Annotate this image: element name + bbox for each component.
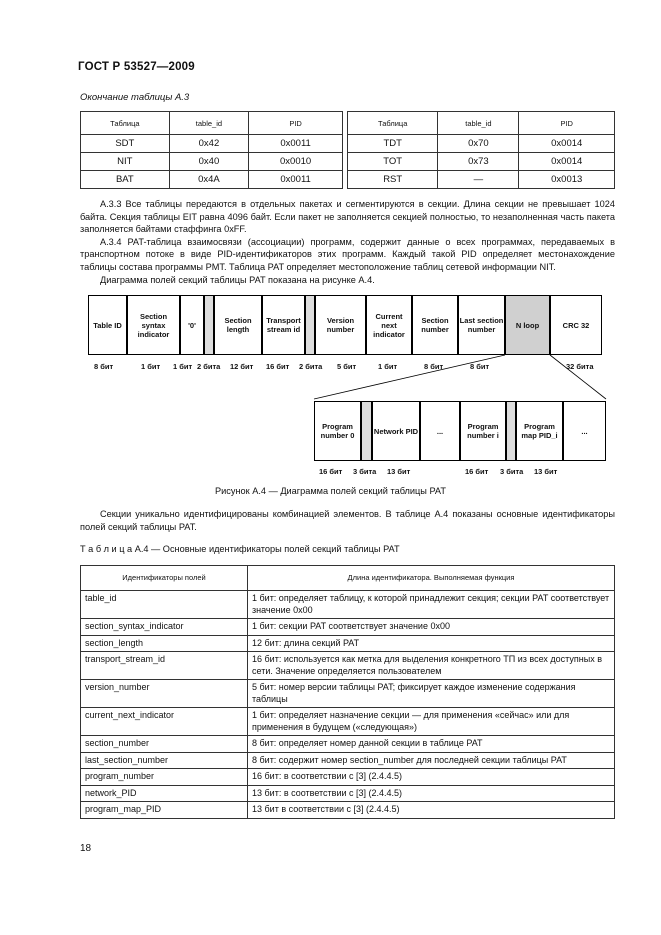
cell: program_number: [81, 769, 248, 786]
field-network-pid: Network PID: [372, 401, 420, 461]
bits-label: 8 бит: [94, 362, 114, 371]
cell: network_PID: [81, 785, 248, 802]
field-program-number-i: Program number i: [460, 401, 506, 461]
paragraph: А.3.4 PAT-таблица взаимосвязи (ассоциации) программ, содержит данные о всех программах, передаваемых в транспортном потоке в виде PID-идентификаторов этих программ. Каждый такой PID определяет местонахождение таблицы состава программы PMT. Таблица PAT определяет местоположение таблиц сетевой информации NIT.: [80, 236, 615, 272]
cell: 0x0013: [519, 171, 615, 189]
table-row: [81, 785, 615, 802]
cell: section_syntax_indicator: [81, 619, 248, 636]
field-crc32: CRC 32: [550, 295, 602, 355]
cell: 16 бит: в соответствии с [3] (2.4.4.5): [248, 769, 615, 786]
cell: table_id: [81, 591, 248, 619]
cell: current_next_indicator: [81, 708, 248, 736]
table-a3-left: [80, 111, 343, 189]
cell: transport_stream_id: [81, 652, 248, 680]
bits-label: 13 бит: [387, 467, 411, 476]
table-row: [81, 153, 343, 171]
cell: TOT: [348, 153, 438, 171]
table-row: [81, 635, 615, 652]
cell: SDT: [81, 135, 170, 153]
table-row: [348, 135, 615, 153]
cell: 0x40: [169, 153, 249, 171]
cell: TDT: [348, 135, 438, 153]
table-a3-right: [347, 111, 615, 189]
bits-label: 16 бит: [266, 362, 290, 371]
field-zero: '0': [180, 295, 204, 355]
field-n-loop: N loop: [505, 295, 550, 355]
bits-label: 12 бит: [230, 362, 254, 371]
header-cell: Таблица: [81, 112, 170, 135]
table-row: [81, 619, 615, 636]
field-reserved: [361, 401, 372, 461]
cell: 8 бит: определяет номер данной секции в таблице PAT: [248, 736, 615, 753]
cell: 1 бит: определяет назначение секции — для применения «сейчас» или для применения в будущем («следующая»): [248, 708, 615, 736]
cell: 1 бит: определяет таблицу, к которой принадлежит секция; секции PAT соответствует значение 0x00: [248, 591, 615, 619]
body-text: [80, 198, 615, 286]
table-row: [81, 708, 615, 736]
cell: 12 бит: длина секций PAT: [248, 635, 615, 652]
header-cell: table_id: [169, 112, 249, 135]
table-row: [81, 171, 343, 189]
bits-label: 5 бит: [337, 362, 357, 371]
bits-label: 32 бита: [566, 362, 594, 371]
bits-label: 3 бита: [353, 467, 377, 476]
standard-header: ГОСТ Р 53527—2009: [78, 61, 195, 73]
header-cell: PID: [249, 112, 343, 135]
table-row: [81, 769, 615, 786]
table-row: [348, 171, 615, 189]
cell: 8 бит: содержит номер section_number для последней секции таблицы PAT: [248, 752, 615, 769]
field-program-map-pid-i: Program map PID_i: [516, 401, 563, 461]
table-row: [81, 736, 615, 753]
bits-label: 2 бита: [197, 362, 221, 371]
field-program-number-0: Program number 0: [314, 401, 361, 461]
table-a3-caption: Окончание таблицы А.3: [80, 92, 190, 103]
field-section-syntax-indicator: Section syntax indicator: [127, 295, 180, 355]
body-text-2: [80, 508, 615, 533]
bits-label: 8 бит: [470, 362, 490, 371]
cell: 0x0011: [249, 135, 343, 153]
cell: version_number: [81, 680, 248, 708]
cell: 0x0011: [249, 171, 343, 189]
table-row: [81, 802, 615, 819]
table-row: [348, 153, 615, 171]
bits-label: 1 бит: [173, 362, 193, 371]
field-section-number: Section number: [412, 295, 458, 355]
paragraph: Секции уникально идентифицированы комбинацией элементов. В таблице А.4 показаны основные идентификаторы полей секций таблицы PAT.: [80, 509, 615, 532]
cell: 5 бит: номер версии таблицы PAT; фиксирует каждое изменение содержания таблицы: [248, 680, 615, 708]
cell: 0x73: [438, 153, 519, 171]
field-ellipsis: ...: [563, 401, 606, 461]
cell: 0x70: [438, 135, 519, 153]
table-a4: [80, 565, 615, 819]
table-row: [81, 591, 615, 619]
header-cell: Идентификаторы полей: [81, 566, 248, 591]
cell: 0x42: [169, 135, 249, 153]
table-a4-caption: Т а б л и ц а А.4 — Основные идентификаторы полей секций таблицы PAT: [80, 544, 400, 554]
paragraph: Диаграмма полей секций таблицы PAT показана на рисунке А.4.: [100, 274, 375, 285]
bits-label: 8 бит: [424, 362, 444, 371]
cell: section_length: [81, 635, 248, 652]
table-row: [81, 752, 615, 769]
field-ellipsis: ...: [420, 401, 460, 461]
cell: program_map_PID: [81, 802, 248, 819]
header-cell: PID: [519, 112, 615, 135]
header-cell: Длина идентификатора. Выполняемая функция: [248, 566, 615, 591]
table-row: [81, 652, 615, 680]
bits-label: 13 бит: [534, 467, 558, 476]
cell: 13 бит в соответствии с [3] (2.4.4.5): [248, 802, 615, 819]
cell: RST: [348, 171, 438, 189]
bits-label: 3 бита: [500, 467, 524, 476]
bits-label: 2 бита: [299, 362, 323, 371]
pat-diagram: [85, 293, 610, 483]
cell: 0x0010: [249, 153, 343, 171]
cell: BAT: [81, 171, 170, 189]
field-current-next-indicator: Current next indicator: [366, 295, 412, 355]
field-last-section-number: Last section number: [458, 295, 505, 355]
table-row: [81, 680, 615, 708]
cell: 16 бит: используется как метка для выделения конкретного ТП из всех доступных в сети. Значение определяется пользователем: [248, 652, 615, 680]
bits-label: 16 бит: [465, 467, 489, 476]
field-reserved: [506, 401, 516, 461]
cell: section_number: [81, 736, 248, 753]
field-transport-stream-id: Transport stream id: [262, 295, 305, 355]
header-cell: table_id: [438, 112, 519, 135]
header-cell: Таблица: [348, 112, 438, 135]
bits-label: 16 бит: [319, 467, 343, 476]
field-section-length: Section length: [214, 295, 262, 355]
field-table-id: Table ID: [88, 295, 127, 355]
cell: last_section_number: [81, 752, 248, 769]
cell: NIT: [81, 153, 170, 171]
figure-caption: Рисунок А.4 — Диаграмма полей секций таблицы PAT: [215, 486, 446, 496]
table-row: [81, 135, 343, 153]
cell: 13 бит: в соответствии с [3] (2.4.4.5): [248, 785, 615, 802]
field-version-number: Version number: [315, 295, 366, 355]
bits-label: 1 бит: [378, 362, 398, 371]
page-number: 18: [80, 843, 92, 854]
paragraph: А.3.3 Все таблицы передаются в отдельных пакетах и сегментируются в секции. Длина секции не превышает 1024 байта. Секция таблицы EIT равна 4096 байт. Если пакет не заполняется секцией полностью, то незаполненная часть пакета заполняется байтами стаффинга 0xFF.: [80, 199, 615, 235]
cell: 0x4A: [169, 171, 249, 189]
cell: 0x0014: [519, 153, 615, 171]
bits-label: 1 бит: [141, 362, 161, 371]
cell: —: [438, 171, 519, 189]
cell: 1 бит: секции PAT соответствует значение 0x00: [248, 619, 615, 636]
cell: 0x0014: [519, 135, 615, 153]
